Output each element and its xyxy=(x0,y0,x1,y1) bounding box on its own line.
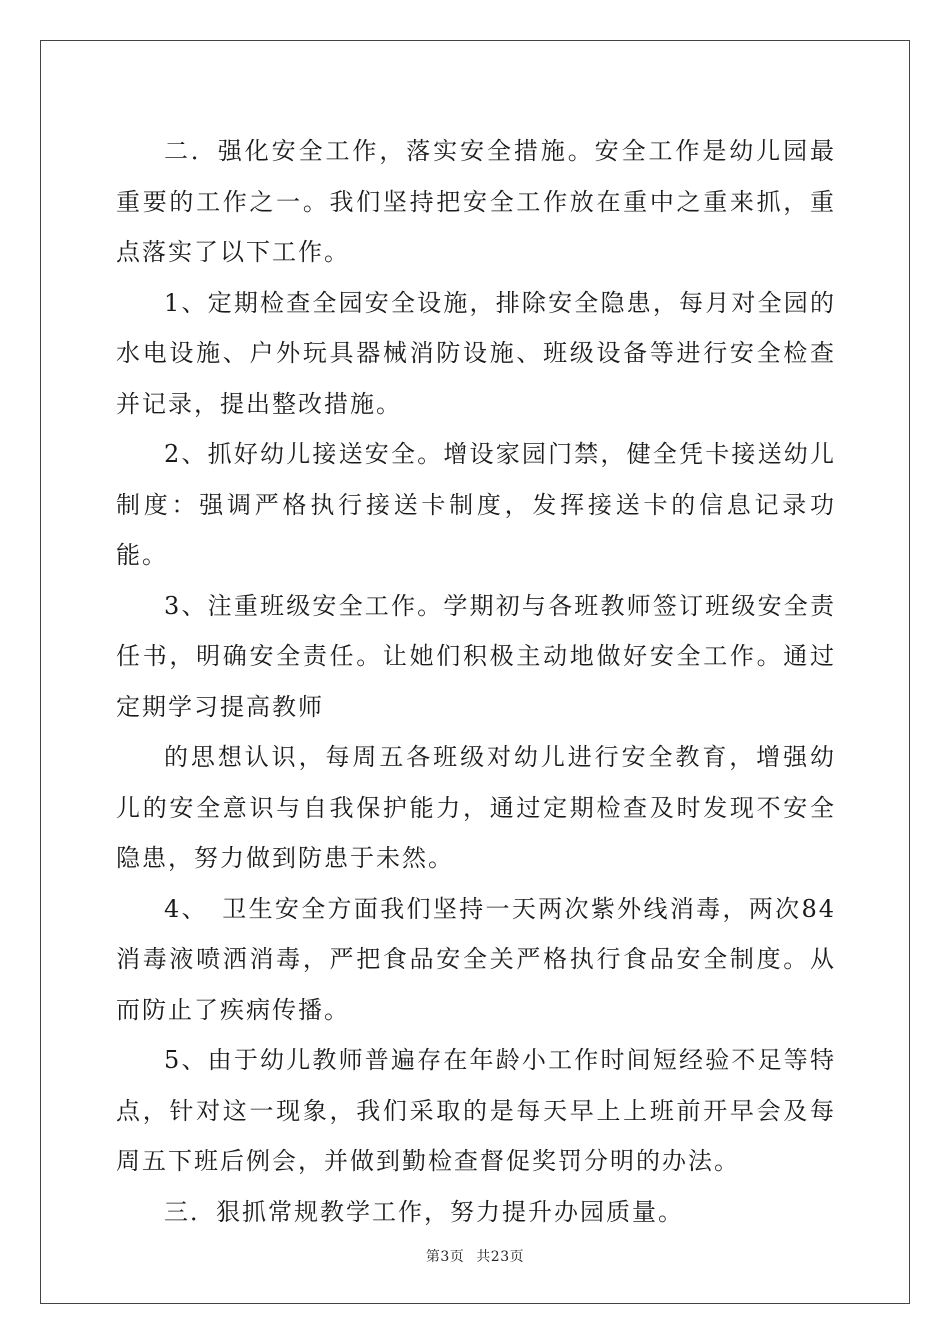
page-footer xyxy=(0,1246,950,1266)
page-number: 第3页 xyxy=(425,1249,465,1265)
paragraph-teaching-heading: 三．狠抓常规教学工作，努力提升办园质量。 xyxy=(164,1197,684,1226)
paragraph-item-5: 5、由于幼儿教师普遍存在年龄小工作时间短经验不足等特点，针对这一现象，我们采取的是每天早上上班前开早会及每周五下班后例会，并做到勤检查督促奖罚分明的办法。 xyxy=(116,1046,836,1175)
paragraph-item-3: 3、注重班级安全工作。学期初与各班教师签订班级安全责任书，明确安全责任。让她们积极主动地做好安全工作。通过定期学习提高教师 xyxy=(116,591,836,721)
paragraph-item-3-continued: 的思想认识，每周五各班级对幼儿进行安全教育，增强幼儿的安全意识与自我保护能力，通过定期检查及时发现不安全隐患，努力做到防患于未然。 xyxy=(116,743,836,872)
paragraph-item-1: 1、定期检查全园安全设施，排除安全隐患，每月对全园的水电设施、户外玩具器械消防设施、班级设备等进行安全检查并记录，提出整改措施。 xyxy=(116,288,836,418)
document-body xyxy=(116,126,836,1237)
paragraph-item-2: 2、抓好幼儿接送安全。增设家园门禁，健全凭卡接送幼儿制度：强调严格执行接送卡制度，发挥接送卡的信息记录功能。 xyxy=(116,440,836,569)
paragraph-item-4: 4、 卫生安全方面我们坚持一天两次紫外线消毒，两次84消毒液喷洒消毒，严把食品安全关严格执行食品安全制度。从而防止了疾病传播。 xyxy=(116,894,836,1024)
page-total: 共23页 xyxy=(476,1249,525,1265)
paragraph-safety-heading: 二．强化安全工作，落实安全措施。安全工作是幼儿园最重要的工作之一。我们坚持把安全工作放在重中之重来抓，重点落实了以下工作。 xyxy=(116,137,836,266)
